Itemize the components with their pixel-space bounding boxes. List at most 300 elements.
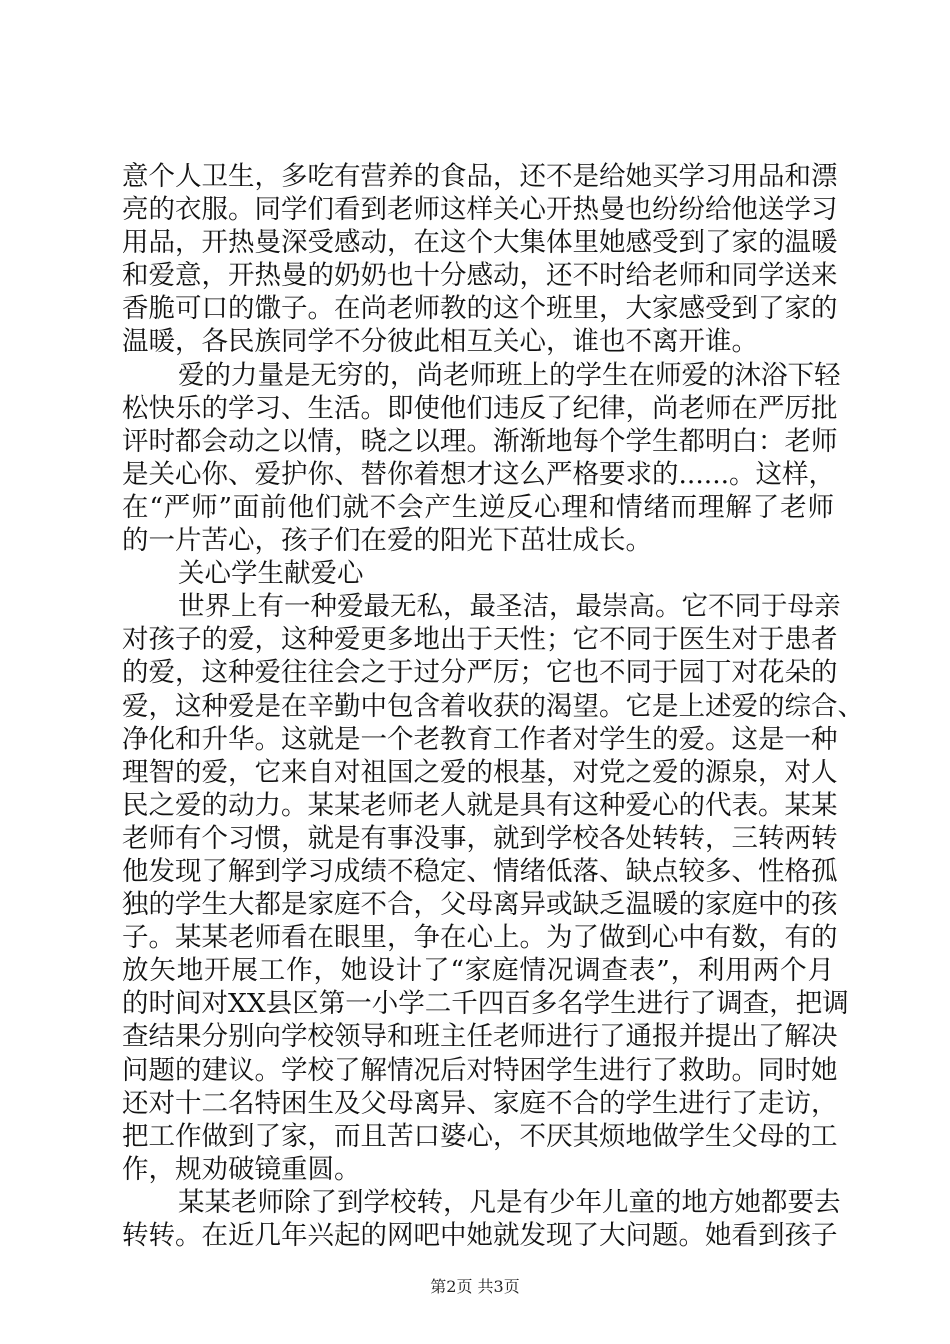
text-char: 助 [705,1054,732,1086]
text-char: 了 [731,1087,758,1119]
text-char: 生 [307,392,334,424]
text-char: 她 [466,1220,493,1251]
text-char: 爱 [228,624,255,656]
text-char: 严 [466,657,493,689]
text-char: 了 [310,1186,337,1218]
text-char: 进 [546,1021,573,1053]
text-char: 有 [175,822,202,854]
text-char: 缺 [572,889,599,921]
page-footer: 第2页 共3页 [430,1277,520,1296]
text-char: 老 [493,1021,520,1053]
text-line: 关心学生献爱心 [178,558,364,590]
text-char: 学 [583,988,611,1020]
text-char: ， [390,359,417,391]
text-char: 工 [258,955,286,987]
text-char: 班 [496,359,523,391]
text-char: 在 [307,922,334,954]
text-char: 爱 [178,359,205,391]
text-char: 绪 [643,491,670,523]
text-char: 花 [758,657,785,689]
text-char: 分 [440,657,467,689]
text-char: 感 [466,260,493,292]
text-char: 爱 [148,260,175,292]
text-char: 某 [201,922,228,954]
text-char: 的 [363,359,390,391]
text-char: 里 [572,293,599,325]
text-char: 题 [652,1220,679,1251]
text-char: 同 [254,194,281,226]
text-char: 力 [231,359,258,391]
text-char: 校 [307,1021,334,1053]
text-char: 母 [787,591,814,623]
text-char: 孩 [148,624,175,656]
text-char: 心 [533,491,561,523]
text-char: 述 [705,690,732,722]
text-char: XX [228,988,266,1020]
text-char: 某 [784,789,811,821]
text-char: 的 [599,1087,626,1119]
text-char: 热 [254,260,281,292]
text-char: 大 [599,1220,626,1251]
text-char: 们 [466,392,493,424]
text-char: 不 [572,260,599,292]
text-char: 进 [678,1087,705,1119]
text-char: 种 [599,789,626,821]
text-char: 到 [337,1186,364,1218]
text-char: 松 [122,392,149,424]
text-char: 少 [549,1186,576,1218]
text-char: 党 [599,756,626,788]
text-char: 是 [652,690,679,722]
text-char: 的 [122,657,149,689]
text-char: 的 [678,889,705,921]
text-char: ， [493,161,520,192]
text-char: 着 [440,690,467,722]
text-char: 老 [443,359,470,391]
text-char: 上 [678,690,705,722]
text-char: 有 [546,789,573,821]
text-char: 点 [652,855,679,887]
text-char: 是 [281,889,308,921]
text-char: 综 [784,690,811,722]
text-char: 和 [588,491,616,523]
text-char: 力 [254,789,281,821]
text-char: 不 [360,889,387,921]
text-char: 提 [705,1021,732,1053]
text-char: 以 [281,425,308,457]
text-char: 这 [493,458,520,490]
text-char: 和 [122,260,149,292]
text-char: 往 [281,657,308,689]
text-char: 格 [784,855,811,887]
text-char: 的 [148,194,175,226]
text-char: 你 [307,458,334,490]
text-char: 了 [705,227,732,259]
text-char: 来 [281,756,308,788]
text-char: 二 [201,1087,228,1119]
text-char: 转 [416,1186,443,1218]
text-char: 几 [254,1220,281,1251]
text-char: 某 [307,789,334,821]
text-char: 明 [705,425,732,457]
text-char: 律 [599,392,626,424]
text-line [122,888,838,921]
text-char: 地 [681,1186,708,1218]
text-char: 高 [628,591,655,623]
text-char: 独 [122,889,149,921]
text-char: 最 [575,591,602,623]
text-char: 母 [466,889,493,921]
text-char: 事 [387,822,414,854]
text-char: 更 [360,624,387,656]
text-char: 看 [281,922,308,954]
text-char: 较 [678,855,705,887]
text-char: 学 [784,194,811,226]
text-char: 转 [758,822,785,854]
text-char: 纷 [652,194,679,226]
text-char: 人 [175,161,202,192]
text-char: 地 [546,425,573,457]
text-char: 辛 [307,690,334,722]
text-char: 决 [811,1021,838,1053]
text-char: 爱 [440,756,467,788]
text-char: 爱 [337,591,364,623]
text-char: 是 [493,789,520,821]
text-char: 种 [310,591,337,623]
text-char: 即 [387,392,414,424]
text-char: 感 [678,293,705,325]
text-char: 利 [698,955,725,987]
text-char: 年 [575,1186,602,1218]
text-char: 衣 [175,194,202,226]
text-char: 她 [811,1054,838,1086]
text-char: 放 [122,955,149,987]
text-char: 月 [807,955,834,987]
text-char: 曼 [281,260,308,292]
text-char: 老 [387,293,414,325]
text-char: 朵 [784,657,811,689]
text-char: 三 [731,822,758,854]
text-char: 个 [519,293,546,325]
text-char: 定 [440,855,467,887]
text-char: 生 [705,1120,732,1152]
text-char: 想 [440,458,467,490]
text-char: 家 [281,1120,308,1152]
text-char: 。 [307,293,334,325]
text-char: 的 [466,293,493,325]
text-char: 学 [281,1054,308,1086]
text-char: 么 [519,458,546,490]
text-char: 爱 [731,690,758,722]
text-char: 这 [755,458,783,490]
text-char: 年 [281,1220,308,1251]
text-char: 童 [628,1186,655,1218]
text-char: 之 [413,756,440,788]
text-char: 沐 [734,359,761,391]
text-char: 反 [506,491,534,523]
text-char: 某 [204,1186,231,1218]
text-char: 惯 [254,822,281,854]
text-char: 上 [231,591,258,623]
text-char: 会 [201,425,228,457]
text-char: 一 [360,723,387,755]
text-char: 数 [731,922,758,954]
text-char: 异 [519,889,546,921]
text-char: 别 [228,1021,255,1053]
text-char: 私 [416,591,443,623]
text-line [122,359,841,392]
text-char: 分 [440,260,467,292]
text-char: 乏 [599,889,626,921]
text-char: ， [443,591,470,623]
text-char: 。 [758,789,785,821]
text-char: ， [769,988,796,1020]
text-char: 受 [705,293,732,325]
text-char: 工 [493,723,520,755]
text-char: 有 [705,922,732,954]
text-char: 香 [122,293,149,325]
text-char: 为 [546,922,573,954]
text-char: 孩 [811,889,838,921]
text-char: 子 [122,922,149,954]
text-char: 可 [175,293,202,325]
text-char: 集 [519,227,546,259]
text-char: 替 [360,458,387,490]
text-line [122,656,838,689]
text-char: 间 [175,988,202,1020]
text-char: ， [254,161,281,192]
text-char: 的 [652,723,679,755]
text-char: 、 [599,855,626,887]
text-char: 尚 [652,392,679,424]
text-char: 家 [652,293,679,325]
text-char: 温 [784,227,811,259]
text-line [122,160,838,193]
text-char: 。 [731,1054,758,1086]
text-char: 穷 [337,359,364,391]
text-char: 对 [148,1087,175,1119]
text-char: 有 [784,922,811,954]
text-char: 庭 [492,955,519,987]
text-char: 自 [307,756,334,788]
text-char: 设 [368,955,395,987]
text-char: 学 [281,855,308,887]
text-char: 在 [201,1220,228,1251]
text-char: 而 [334,1120,361,1152]
text-char: 理 [698,491,725,523]
text-char: 吧 [413,1220,440,1251]
text-char: 师 [811,425,838,457]
text-char: 对 [731,624,758,656]
text-char: 转 [148,1220,175,1251]
text-char: 这 [440,227,467,259]
text-char: 中 [360,690,387,722]
text-line [122,756,838,789]
text-char: 曼 [254,227,281,259]
text-char: 调 [574,955,601,987]
text-char: 无 [390,591,417,623]
text-char: 园 [678,657,705,689]
text-char: 老 [784,425,811,457]
text-char: 的 [228,293,255,325]
text-char: 没 [413,822,440,854]
text-line [122,193,838,226]
text-char: 在 [413,227,440,259]
text-char: 升 [201,723,228,755]
text-char: 家 [464,955,492,987]
text-char: 其 [572,1120,599,1152]
text-char: 圣 [496,591,523,623]
text-char: ， [387,922,414,954]
text-char: 收 [466,690,493,722]
text-line [122,590,841,623]
text-char: 子 [281,293,308,325]
text-char: 向 [254,1021,281,1053]
text-char: 父 [731,1120,758,1152]
text-char: 热 [228,227,255,259]
text-char: 同 [625,624,652,656]
text-char: 时 [148,425,175,457]
text-char: 个 [201,822,228,854]
text-char: 都 [678,425,705,457]
text-char: 老 [387,194,414,226]
text-char: 家 [307,889,334,921]
text-char: ， [281,822,308,854]
text-char: 查 [122,1021,149,1053]
text-char: 解 [360,1054,387,1086]
text-char: 生 [451,491,479,523]
text-char: 、 [334,458,361,490]
text-char: 师 [469,359,496,391]
text-char: 爱 [122,690,149,722]
text-char: 于 [652,657,679,689]
text-char: 也 [625,194,652,226]
text-char: 营 [360,161,387,192]
text-char: 合 [572,1087,599,1119]
text-char: 工 [148,1120,175,1152]
text-char: 班 [413,1021,440,1053]
text-char: 某 [175,922,202,954]
text-char: 是 [122,458,149,490]
text-char: 校 [572,822,599,854]
text-char: 。 [519,922,546,954]
text-char: 解 [725,491,752,523]
text-char: 学 [678,161,705,192]
text-char: 老 [780,491,807,523]
text-char: 会 [397,491,424,523]
text-char: 纷 [678,194,705,226]
text-char: ， [228,756,255,788]
text-char: 个 [780,955,807,987]
text-char: 尚 [360,293,387,325]
text-char: 结 [148,1021,175,1053]
text-char: 你 [387,458,414,490]
text-char: 生 [228,161,255,192]
text-char: 活 [334,392,361,424]
text-char: 给 [599,161,626,192]
text-char: 了 [652,1054,679,1086]
text-char: 近 [228,1220,255,1251]
text-char: 开 [228,260,255,292]
text-char: 心 [175,458,202,490]
text-char: 问 [122,1054,149,1086]
text-char: 个 [148,161,175,192]
text-char: 缺 [625,855,652,887]
text-char: 异 [440,1087,467,1119]
text-char: 转 [811,822,838,854]
text-char: 的 [201,789,228,821]
text-char: 的 [678,789,705,821]
text-char: 含 [413,690,440,722]
text-char: 最 [469,591,496,623]
text-char: 是 [572,161,599,192]
text-char: 这 [572,789,599,821]
text-char: 就 [307,723,334,755]
text-char: 走 [758,1087,785,1119]
text-char: 行 [625,1054,652,1086]
text-char: 护 [281,458,308,490]
document-body [122,160,864,1252]
text-char: 无 [310,359,337,391]
text-char: 生 [652,1087,679,1119]
text-char: 是 [496,1186,523,1218]
text-char: 现 [546,1220,573,1251]
text-char: 进 [636,988,664,1020]
text-char: 理 [122,756,149,788]
text-char: 县 [265,988,293,1020]
text-char: 的 [758,227,785,259]
text-char: 晓 [360,425,387,457]
text-char: 心 [466,922,493,954]
text-char: ， [307,1120,334,1152]
text-char: 爱 [678,723,705,755]
text-line: 温暖，各民族同学不分彼此相互关心，谁也不离开谁。 [122,326,758,358]
text-char: 、 [228,458,255,490]
text-char: 受 [652,227,679,259]
text-char: 品 [466,161,493,192]
text-char: 稳 [413,855,440,887]
text-char: 人 [440,789,467,821]
text-char: 奶 [334,260,361,292]
text-char: 不 [519,1120,546,1152]
text-char: 就 [466,789,493,821]
text-char: 师 [387,789,414,821]
text-char: 的 [201,392,228,424]
text-char: 。 [678,1220,705,1251]
text-char: 来 [811,260,838,292]
text-char: 习 [307,855,334,887]
text-char: 多 [281,161,308,192]
text-char: 之 [148,789,175,821]
text-char: 学 [546,822,573,854]
text-char: 心 [519,194,546,226]
text-char: 习 [705,161,732,192]
text-char: 分 [201,1021,228,1053]
text-char: 格 [572,458,599,490]
text-char: 在 [628,359,655,391]
text-char: 在 [122,491,149,523]
text-char: ， [808,458,836,490]
text-line [122,1020,838,1053]
text-char: 爱 [254,458,281,490]
text-char: 这 [731,723,758,755]
text-char: 着 [413,458,440,490]
text-char: 每 [572,425,599,457]
text-char: 代 [705,789,732,821]
text-char: 工 [811,1120,838,1152]
text-char: 了 [758,293,785,325]
text-char: 有 [334,161,361,192]
